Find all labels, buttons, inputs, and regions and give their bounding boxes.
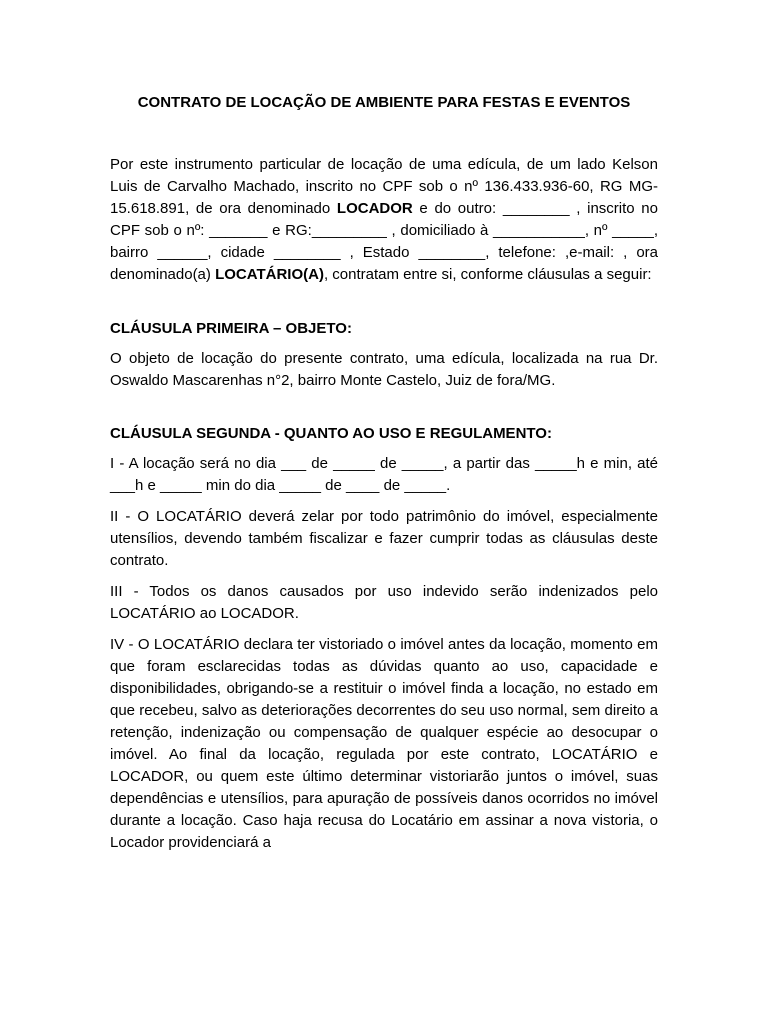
clause-1-text: O objeto de locação do presente contrato, uma edícula, localizada na rua Dr. Oswaldo Mascarenhas n°2, bairro Monte Castelo, Juiz de fora/MG. xyxy=(110,350,658,389)
document-title: CONTRATO DE LOCAÇÃO DE AMBIENTE PARA FESTAS E EVENTOS xyxy=(137,94,631,111)
intro-text-2: e do outro: ________ , inscrito no CPF sob o nº: _______ e RG:_________ , domiciliado à ___________, nº _____, bairro ______, cidade ________ , Estado ________, telefone: ,e-mail: , ora denominado(a) xyxy=(110,200,658,283)
intro-text-3: , contratam entre si, conforme cláusulas a seguir: xyxy=(323,266,652,283)
clause-2-item-4: IV - O LOCATÁRIO declara ter vistoriado o imóvel antes da locação, momento em que foram esclarecidas todas as dúvidas quanto ao uso, capacidade e disponibilidades, obrigando-se a restituir o imóvel finda a locação, no estado em que recebeu, salvo as deteriorações decorrentes do seu uso normal, sem direito a retenção, indenização ou compensação de qualquer espécie ao desocupar o imóvel. Ao final da locação, regulada por este contrato, LOCATÁRIO e LOCADOR, ou quem este último determinar vistoriarão juntos o imóvel, suas dependências e utensílios, para apuração de possíveis danos ocorridos no imóvel durante a locação. Caso haja recusa do Locatário em assinar a nova vistoria, o Locador providenciará a xyxy=(110,636,658,851)
locador-term: LOCADOR xyxy=(336,200,413,217)
clause-1-heading: CLÁUSULA PRIMEIRA – OBJETO: xyxy=(110,320,352,337)
clause-2-heading: CLÁUSULA SEGUNDA - QUANTO AO USO E REGULAMENTO: xyxy=(110,425,552,442)
document-page xyxy=(110,92,658,863)
clause-2-item-2: II - O LOCATÁRIO deverá zelar por todo patrimônio do imóvel, especialmente utensílios, devendo também fiscalizar e fazer cumprir todas as cláusulas deste contrato. xyxy=(110,508,658,569)
clause-2-item-1: I - A locação será no dia ___ de _____ de _____, a partir das _____h e min, até ___h e _____ min do dia _____ de ____ de _____. xyxy=(110,455,658,494)
clause-2-item-3: III - Todos os danos causados por uso indevido serão indenizados pelo LOCATÁRIO ao LOCADOR. xyxy=(110,583,658,622)
locatario-term: LOCATÁRIO(A) xyxy=(215,266,324,283)
intro-paragraph xyxy=(110,154,658,286)
intro-text-1: Por este instrumento particular de locação de uma edícula, de um lado Kelson Luis de Carvalho Machado, inscrito no CPF sob o nº 136.433.936-60, RG MG-15.618.891, de ora denominado xyxy=(110,156,658,217)
